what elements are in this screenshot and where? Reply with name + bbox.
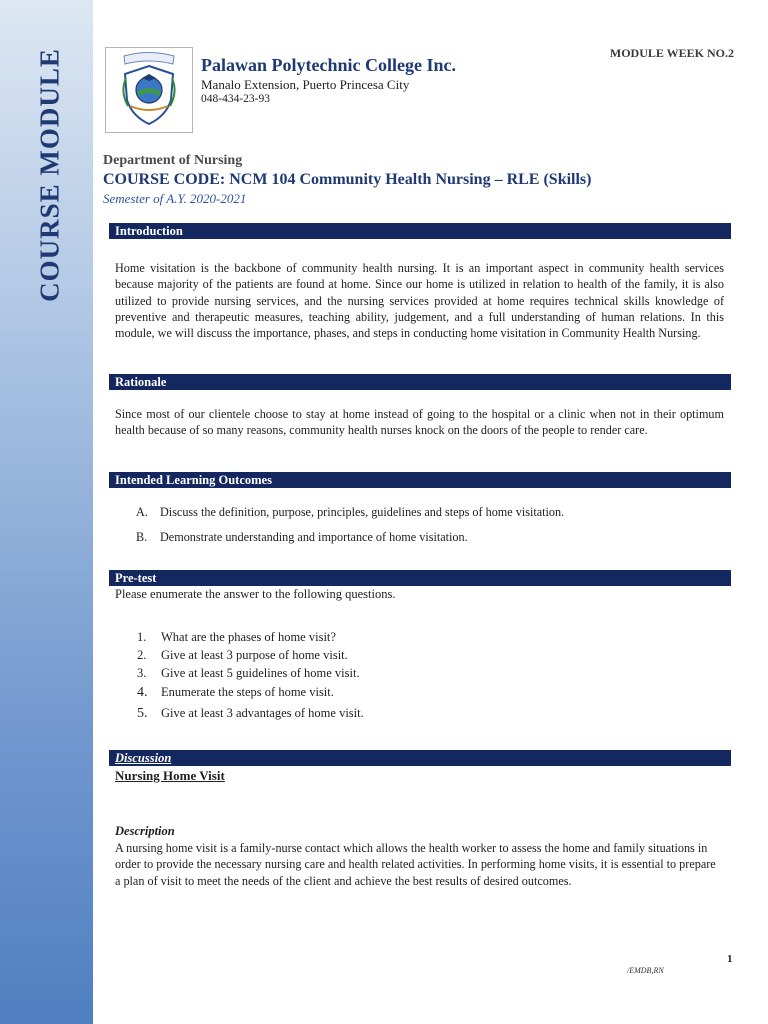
outcome-text: Demonstrate understanding and importance of home visitation. <box>160 530 468 544</box>
question-text: What are the phases of home visit? <box>161 630 336 644</box>
question-text: Enumerate the steps of home visit. <box>161 685 334 699</box>
rationale-body: Since most of our clientele choose to stay at home instead of going to the hospital or a clinic when not in their optimum health because of so many reasons, community health nurses knock on the doors of the people to render care. <box>115 407 724 438</box>
question-marker: 4. <box>137 685 148 700</box>
discussion-subheading: Nursing Home Visit <box>115 768 225 783</box>
question-marker: 1. <box>137 630 147 644</box>
college-address: Manalo Extension, Puerto Princesa City <box>201 77 410 92</box>
question-marker: 5. <box>137 706 148 721</box>
outcomes-heading: Intended Learning Outcomes <box>109 472 731 488</box>
question-marker: 3. <box>137 666 147 680</box>
introduction-body: Home visitation is the backbone of community health nursing. It is an important aspect in community health services because majority of the patients are found at home. Since our home is utilized in relation to health of the family, it is also utilized to provide nursing services, and the nursing services provided at home requires technical skills knowledge of preventive and therapeutic measures, teaching ability, judgement, and a full understanding of human relations. In this module, we will discuss the importance, phases, and steps in conducting home visitation in Community Health Nursing. <box>115 261 724 341</box>
question-text: Give at least 5 guidelines of home visit. <box>161 666 360 680</box>
question-text: Give at least 3 purpose of home visit. <box>161 648 348 662</box>
pretest-question <box>137 685 334 701</box>
sidebar-title: COURSE MODULE <box>34 48 65 302</box>
rationale-heading: Rationale <box>109 374 731 390</box>
course-code-title: COURSE CODE: NCM 104 Community Health Nursing – RLE (Skills) <box>103 171 592 188</box>
pretest-question <box>137 666 360 681</box>
outcome-item <box>136 530 468 545</box>
department-label: Department of Nursing <box>103 153 243 168</box>
college-name: Palawan Polytechnic College Inc. <box>201 55 456 75</box>
semester-label: Semester of A.Y. 2020-2021 <box>103 191 247 206</box>
introduction-heading: Introduction <box>109 223 731 239</box>
module-week-label: MODULE WEEK NO.2 <box>609 46 734 60</box>
outcome-item <box>136 505 564 520</box>
question-marker: 2. <box>137 648 147 662</box>
sidebar <box>0 0 93 1024</box>
description-body: A nursing home visit is a family-nurse contact which allows the health worker to assess the home and family situations in order to provide the necessary nursing care and health related activities. In performing home visits, it is essential to prepare a plan of visit to meet the needs of the client and achieve the best results of desired outcomes. <box>115 841 716 888</box>
author-initials: /EMDB,RN <box>627 966 664 975</box>
outcome-marker: A. <box>136 505 148 519</box>
pretest-question <box>137 630 336 645</box>
college-logo <box>105 47 193 133</box>
pretest-heading: Pre-test <box>109 570 731 586</box>
college-phone: 048-434-23-93 <box>201 93 270 105</box>
pretest-question <box>137 706 364 722</box>
outcome-marker: B. <box>136 530 148 544</box>
question-text: Give at least 3 advantages of home visit. <box>161 706 364 720</box>
page-number: 1 <box>727 953 733 965</box>
description-label: Description <box>115 824 175 838</box>
outcome-text: Discuss the definition, purpose, principles, guidelines and steps of home visitation. <box>160 505 565 519</box>
pretest-question <box>137 648 348 663</box>
discussion-heading: Discussion <box>109 750 731 766</box>
pretest-intro: Please enumerate the answer to the following questions. <box>115 587 396 601</box>
